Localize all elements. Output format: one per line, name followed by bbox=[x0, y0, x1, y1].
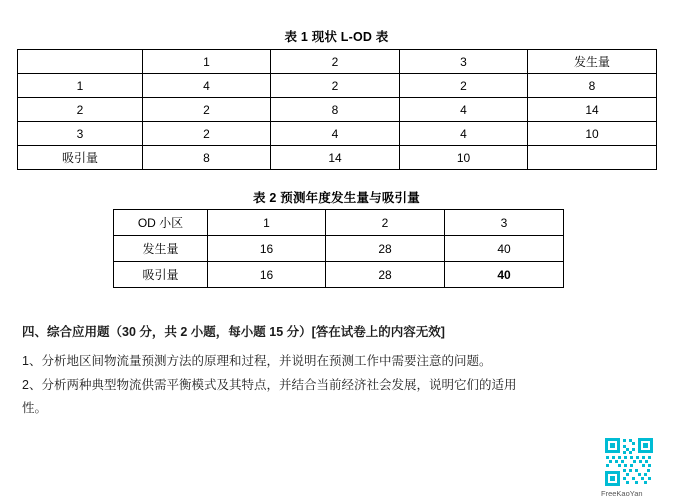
table-cell: 8 bbox=[528, 74, 657, 98]
table-cell: 40 bbox=[445, 236, 564, 262]
table-row bbox=[18, 98, 657, 122]
table-cell: 4 bbox=[143, 74, 271, 98]
table-cell: 发生量 bbox=[114, 236, 208, 262]
question-item-1: 1、分析地区间物流量预测方法的原理和过程，并说明在预测工作中需要注意的问题。 bbox=[22, 354, 492, 368]
table-header-cell: 发生量 bbox=[528, 50, 657, 74]
footer-credit: FreeKaoYan bbox=[601, 489, 643, 498]
table-cell: 28 bbox=[326, 262, 445, 288]
table-cell: 8 bbox=[271, 98, 400, 122]
qr-code-icon bbox=[604, 437, 654, 487]
table-header-row bbox=[114, 210, 564, 236]
section-heading: 四、综合应用题（30 分，共 2 小题，每小题 15 分）[答在试卷上的内容无效] bbox=[22, 325, 445, 339]
table-row bbox=[18, 122, 657, 146]
table-cell: 16 bbox=[208, 236, 326, 262]
table-cell: 10 bbox=[400, 146, 528, 170]
table2-caption: 表 2 预测年度发生量与吸引量 bbox=[253, 191, 420, 205]
table-header-cell: 2 bbox=[271, 50, 400, 74]
table-forecast-generation-attraction bbox=[113, 209, 564, 288]
table1-caption: 表 1 现状 L-OD 表 bbox=[284, 30, 389, 44]
table-cell: 2 bbox=[271, 74, 400, 98]
table-header-row bbox=[18, 50, 657, 74]
table-row bbox=[18, 146, 657, 170]
table-cell: 28 bbox=[326, 236, 445, 262]
table-cell: 吸引量 bbox=[114, 262, 208, 288]
table-header-cell: 1 bbox=[208, 210, 326, 236]
table-cell: 14 bbox=[271, 146, 400, 170]
question-item-2: 2、分析两种典型物流供需平衡模式及其特点，并结合当前经济社会发展，说明它们的适用 bbox=[22, 378, 517, 392]
table-row bbox=[114, 236, 564, 262]
table-header-cell: 3 bbox=[400, 50, 528, 74]
table-cell: 8 bbox=[143, 146, 271, 170]
table-header-cell: 3 bbox=[445, 210, 564, 236]
table-header-cell bbox=[18, 50, 143, 74]
table-cell: 2 bbox=[18, 98, 143, 122]
table-cell: 16 bbox=[208, 262, 326, 288]
table-cell: 3 bbox=[18, 122, 143, 146]
question-item-2-continued: 性。 bbox=[22, 401, 48, 415]
table-cell: 40 bbox=[445, 262, 564, 288]
table-row bbox=[18, 74, 657, 98]
table-cell: 4 bbox=[400, 122, 528, 146]
table-cell: 14 bbox=[528, 98, 657, 122]
table-cell: 2 bbox=[143, 98, 271, 122]
table-cell: 10 bbox=[528, 122, 657, 146]
table-cell: 2 bbox=[143, 122, 271, 146]
table-header-cell: 2 bbox=[326, 210, 445, 236]
table-row bbox=[114, 262, 564, 288]
table-header-cell: OD 小区 bbox=[114, 210, 208, 236]
table-cell bbox=[528, 146, 657, 170]
table-cell: 1 bbox=[18, 74, 143, 98]
table-cell: 2 bbox=[400, 74, 528, 98]
table-cell: 4 bbox=[400, 98, 528, 122]
table-header-cell: 1 bbox=[143, 50, 271, 74]
table-cell: 吸引量 bbox=[18, 146, 143, 170]
table-cell: 4 bbox=[271, 122, 400, 146]
table-current-lod bbox=[17, 49, 657, 170]
